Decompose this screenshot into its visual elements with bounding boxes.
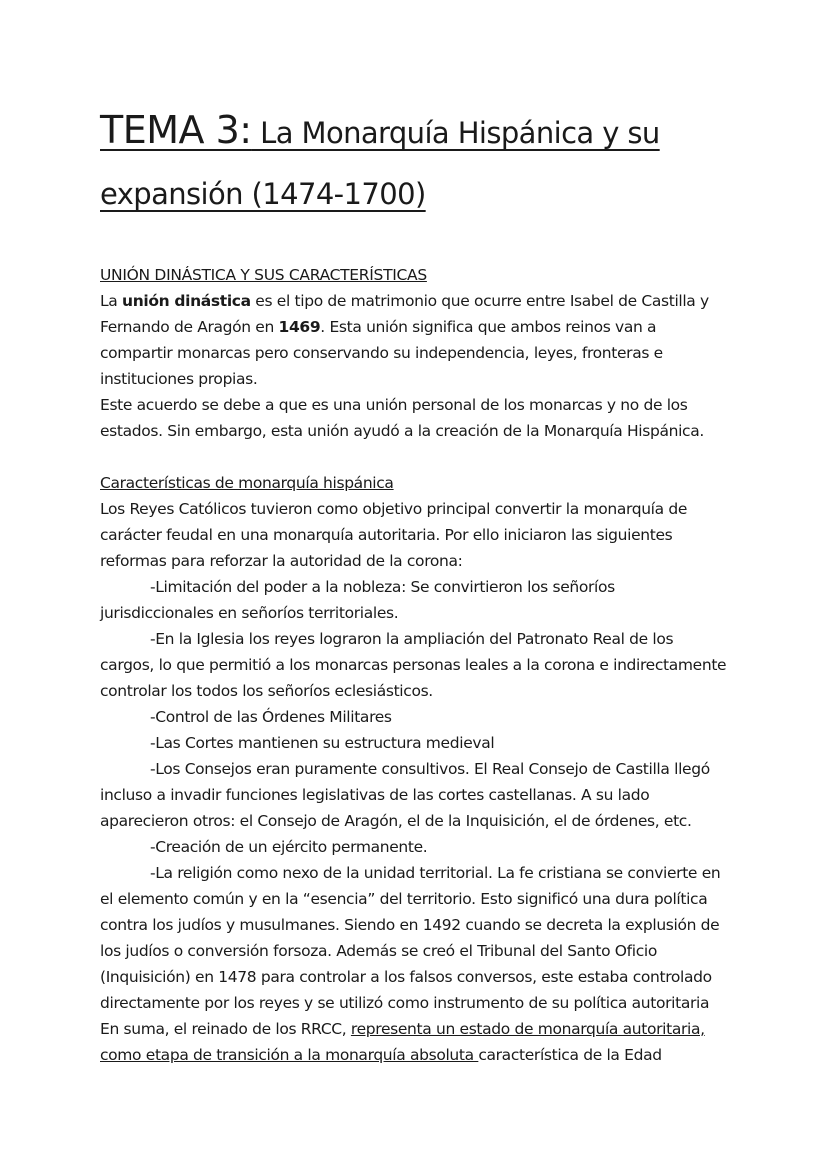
list-item: -La religión como nexo de la unidad territorial. La fe cristiana se convierte en el elemento común y en la “esencia” del territorio. Esto significó una dura política contra los judíos y musulmanes. Siendo en 1492 cuando se decreta la explusión de los judíos o conversión forsoza. Además se creó el Tribunal del Santo Oficio (Inquisición) en 1478 para controlar a los falsos conversos, este estaba controlado directamente por los reyes y se utilizó como instrumento de su política autoritaria bbox=[100, 864, 721, 1012]
section-heading-characteristics: Características de monarquía hispánica bbox=[100, 474, 394, 492]
text-run: es el tipo de matrimonio que ocurre entre Isabel de Castilla y Fernando de Aragón en bbox=[100, 292, 709, 336]
text-run: La bbox=[100, 292, 123, 310]
list-item: -Limitación del poder a la nobleza: Se convirtieron los señoríos jurisdiccionales en señoríos territoriales. bbox=[100, 578, 615, 622]
list-item: -Creación de un ejército permanente. bbox=[150, 838, 428, 856]
underlined-text: representa un estado de monarquía autoritaria, como etapa de transición a la monarquía absoluta bbox=[100, 1020, 705, 1064]
bold-term: unión dinástica bbox=[122, 292, 251, 310]
text-run: En suma, el reinado de los RRCC, bbox=[100, 1020, 351, 1038]
title-text: La Monarquía Hispánica y su expansión (1474-1700) bbox=[100, 116, 660, 211]
section-heading-union: UNIÓN DINÁSTICA Y SUS CARACTERÍSTICAS bbox=[100, 266, 427, 284]
list-item: -Control de las Órdenes Militares bbox=[150, 708, 392, 726]
bold-year: 1469 bbox=[278, 318, 321, 336]
document-page bbox=[100, 100, 730, 1068]
paragraph-union-agreement: Este acuerdo se debe a que es una unión personal de los monarcas y no de los estados. Sin embargo, esta unión ayudó a la creación de la Monarquía Hispánica. bbox=[100, 396, 704, 440]
paragraph-union-definition bbox=[100, 288, 730, 392]
text-run: . Esta unión significa que ambos reinos van a compartir monarcas pero conservando su independencia, leyes, fronteras e instituciones propias. bbox=[100, 318, 663, 388]
list-item: -Los Consejos eran puramente consultivos. El Real Consejo de Castilla llegó incluso a invadir funciones legislativas de las cortes castellanas. A su lado aparecieron otros: el Consejo de Aragón, el de la Inquisición, el de órdenes, etc. bbox=[100, 760, 710, 830]
paragraph-intro: Los Reyes Católicos tuvieron como objetivo principal convertir la monarquía de carácter feudal en una monarquía autoritaria. Por ello iniciaron las siguientes reformas para reforzar la autoridad de la corona: bbox=[100, 500, 688, 570]
paragraph-summary bbox=[100, 1016, 730, 1068]
text-run: característica de la Edad bbox=[478, 1046, 662, 1064]
list-item: -Las Cortes mantienen su estructura medieval bbox=[150, 734, 495, 752]
page-title bbox=[100, 100, 730, 224]
title-prefix: TEMA 3: bbox=[100, 108, 252, 152]
spacer bbox=[100, 444, 730, 470]
list-item: -En la Iglesia los reyes lograron la ampliación del Patronato Real de los cargos, lo que permitió a los monarcas personas leales a la corona e indirectamente controlar los todos los señoríos eclesiásticos. bbox=[100, 630, 727, 700]
